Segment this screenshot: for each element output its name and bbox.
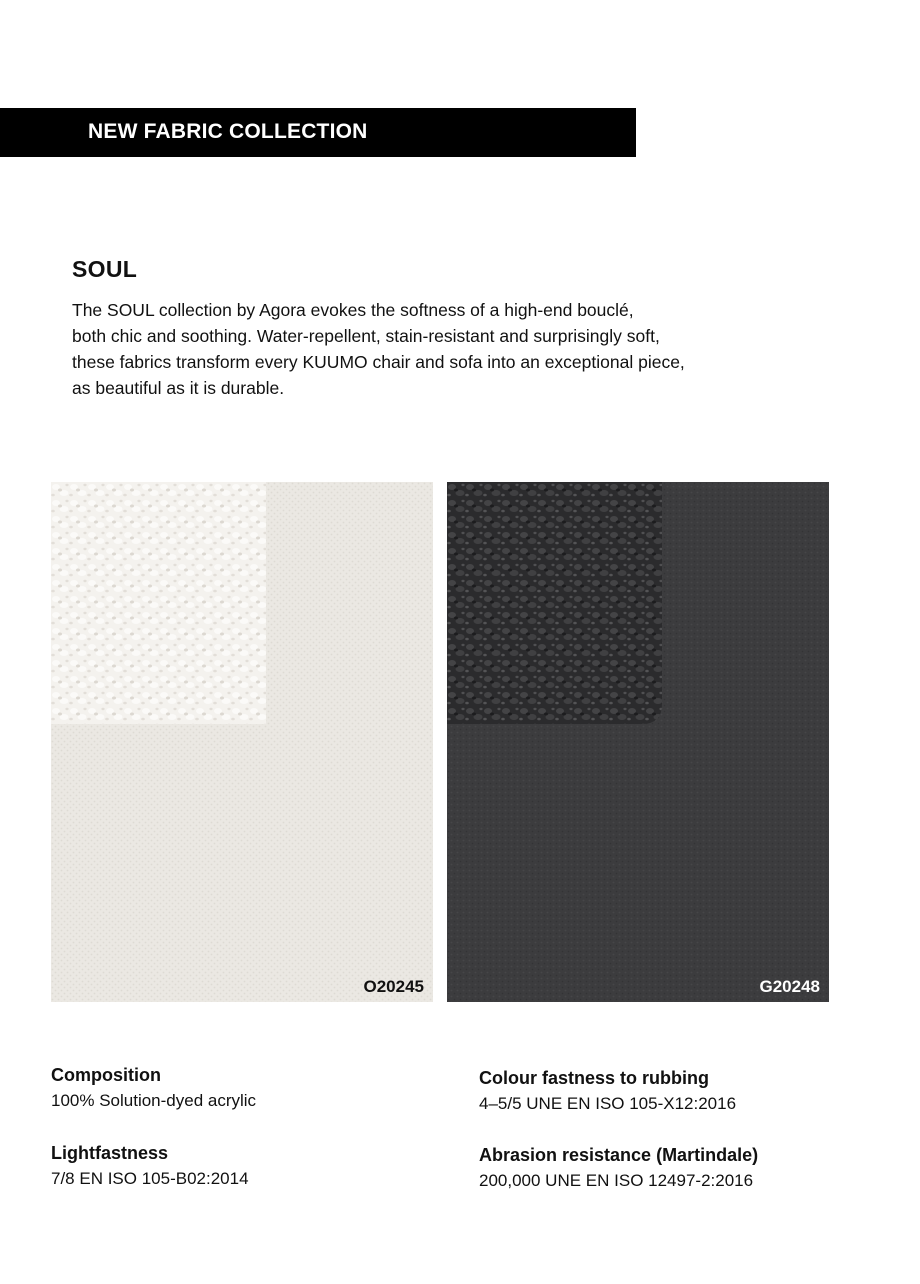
description-line: both chic and soothing. Water-repellent, stain-resistant and surprisingly soft,: [72, 326, 660, 346]
banner-title: NEW FABRIC COLLECTION: [88, 120, 368, 143]
spec-label: Composition: [51, 1065, 161, 1085]
spec-value: 200,000 UNE EN ISO 12497-2:2016: [479, 1171, 754, 1190]
fabric-swatch-light: [51, 482, 433, 1002]
spec-abrasion-resistance: [479, 1143, 758, 1193]
fabric-texture-light: [51, 482, 433, 1002]
spec-composition: [51, 1063, 256, 1113]
spec-label: Colour fastness to rubbing: [479, 1068, 710, 1088]
spec-lightfastness: [51, 1141, 249, 1191]
spec-colour-fastness-rubbing: [479, 1066, 736, 1116]
spec-value: 100% Solution-dyed acrylic: [51, 1091, 257, 1110]
description-line: The SOUL collection by Agora evokes the softness of a high-end bouclé,: [72, 300, 634, 320]
fabric-swatch-dark: [447, 482, 829, 1002]
description-line: these fabrics transform every KUUMO chair and sofa into an exceptional piece,: [72, 352, 685, 372]
collection-title: SOUL: [72, 256, 138, 282]
swatch-code-label: O20245: [363, 977, 424, 996]
spec-value: 7/8 EN ISO 105-B02:2014: [51, 1169, 249, 1188]
collection-banner: [0, 108, 636, 157]
swatch-code-label: G20248: [759, 977, 820, 996]
fabric-texture-dark: [447, 482, 829, 1002]
collection-description: [72, 297, 812, 401]
spec-value: 4–5/5 UNE EN ISO 105-X12:2016: [479, 1094, 737, 1113]
spec-label: Lightfastness: [51, 1143, 169, 1163]
spec-label: Abrasion resistance (Martindale): [479, 1145, 759, 1165]
description-line: as beautiful as it is durable.: [72, 378, 285, 398]
